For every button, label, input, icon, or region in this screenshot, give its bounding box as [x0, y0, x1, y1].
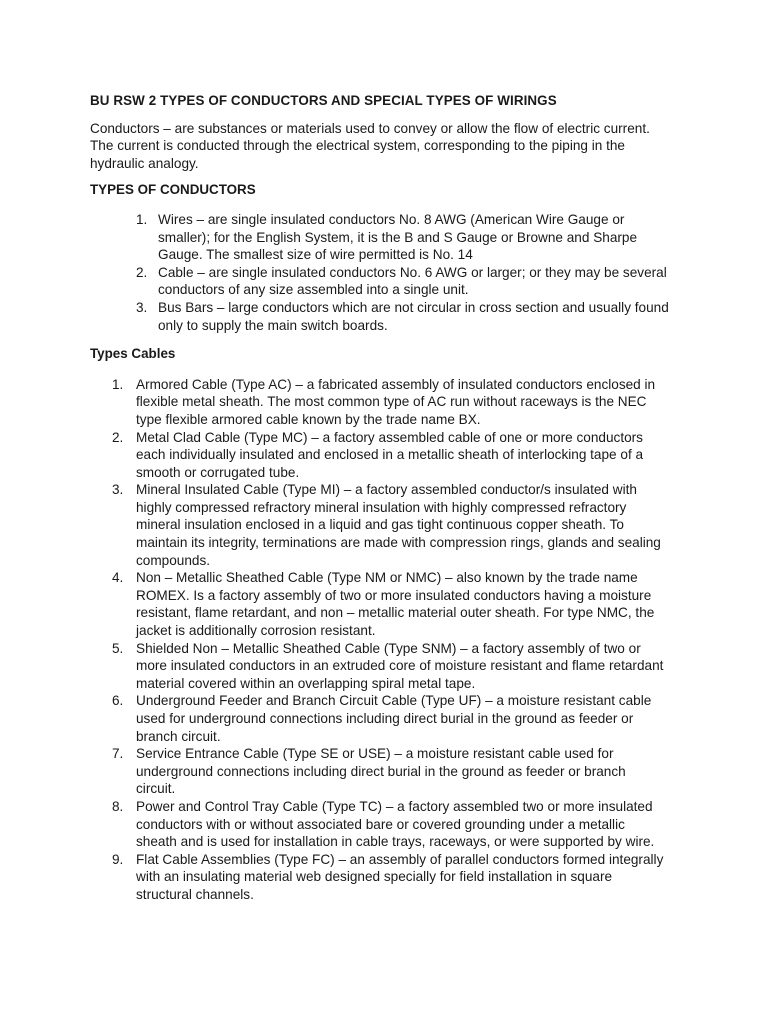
list-item-text: Armored Cable (Type AC) – a fabricated assembly of insulated conductors enclosed in flexible metal sheath. The most common type of AC run without raceways is the NEC type flexible armored cable known by the trade name BX. — [136, 376, 656, 427]
list-item — [90, 481, 684, 569]
list-item — [90, 211, 684, 264]
list-item-number: 2. — [112, 429, 124, 445]
list-item-number: 8. — [112, 798, 124, 814]
list-item-number: 6. — [112, 693, 124, 709]
list-item-text: Flat Cable Assemblies (Type FC) – an assembly of parallel conductors formed integrally with an insulating material web designed specially for field installation in square structural channels. — [136, 851, 664, 902]
list-item — [90, 692, 684, 745]
list-item-number: 7. — [112, 746, 124, 762]
list-item-text: Service Entrance Cable (Type SE or USE) – a moisture resistant cable used for underground connections including direct burial in the ground as feeder or branch circuit. — [136, 746, 626, 797]
list-item — [90, 569, 684, 639]
list-item — [90, 640, 684, 693]
list-item-number: 2. — [136, 264, 148, 280]
list-item-text: Non – Metallic Sheathed Cable (Type NM or NMC) – also known by the trade name ROMEX. Is a factory assembly of two or more insulated conductors having a moisture resistant, flame retardant, and non – metallic material outer sheath. For type NMC, the jacket is additionally corrosion resistant. — [136, 570, 655, 639]
list-item — [90, 429, 684, 482]
list-item-number: 3. — [136, 299, 148, 315]
list-item — [90, 299, 684, 334]
list-item-text: Cable – are single insulated conductors No. 6 AWG or larger; or they may be several conductors of any size assembled into a single unit. — [158, 264, 667, 298]
cables-heading: Types Cables — [90, 346, 176, 362]
document-title: BU RSW 2 TYPES OF CONDUCTORS AND SPECIAL TYPES OF WIRINGS — [90, 93, 557, 108]
list-item-text: Mineral Insulated Cable (Type MI) – a factory assembled conductor/s insulated with highly compressed refractory mineral insulation with highly compressed refractory mineral insulation enclosed in a liquid and gas tight continuous copper sheath. To maintain its integrity, terminations are made with compression rings, glands and sealing compounds. — [136, 482, 661, 568]
intro-paragraph: Conductors – are substances or materials used to convey or allow the flow of electric current. The current is conducted through the electrical system, corresponding to the piping in the hydraulic analogy. — [90, 120, 650, 171]
list-item-text: Shielded Non – Metallic Sheathed Cable (Type SNM) – a factory assembly of two or more insulated conductors in an extruded core of moisture resistant and flame retardant material covered within an overlapping spiral metal tape. — [136, 640, 664, 691]
list-item — [90, 376, 684, 429]
list-item-number: 1. — [136, 211, 148, 227]
list-item-text: Wires – are single insulated conductors No. 8 AWG (American Wire Gauge or smaller); for the English System, it is the B and S Gauge or Browne and Sharpe Gauge. The smallest size of wire permitted is No. 14 — [158, 211, 638, 263]
list-item — [90, 264, 684, 299]
list-item — [90, 798, 684, 851]
list-item-number: 5. — [112, 640, 124, 656]
list-item — [90, 851, 684, 904]
conductors-list — [90, 211, 684, 334]
list-item-number: 9. — [112, 851, 124, 867]
list-item-text: Underground Feeder and Branch Circuit Cable (Type UF) – a moisture resistant cable used for underground connections including direct burial in the ground as feeder or branch circuit. — [136, 693, 652, 744]
list-item-text: Metal Clad Cable (Type MC) – a factory assembled cable of one or more conductors each individually insulated and enclosed in a metallic sheath of interlocking tape of a smooth or corrugated tube. — [136, 429, 644, 480]
list-item-text: Power and Control Tray Cable (Type TC) – a factory assembled two or more insulated conductors with or without associated bare or covered grounding under a metallic sheath and is used for installation in cable trays, raceways, or were supported by wire. — [136, 798, 655, 850]
list-item-text: Bus Bars – large conductors which are not circular in cross section and usually found only to supply the main switch boards. — [158, 299, 669, 333]
conductors-heading: TYPES OF CONDUCTORS — [90, 182, 256, 198]
cables-list — [90, 376, 684, 904]
list-item — [90, 745, 684, 798]
list-item-number: 1. — [112, 376, 124, 392]
list-item-number: 3. — [112, 482, 124, 498]
list-item-number: 4. — [112, 570, 124, 586]
